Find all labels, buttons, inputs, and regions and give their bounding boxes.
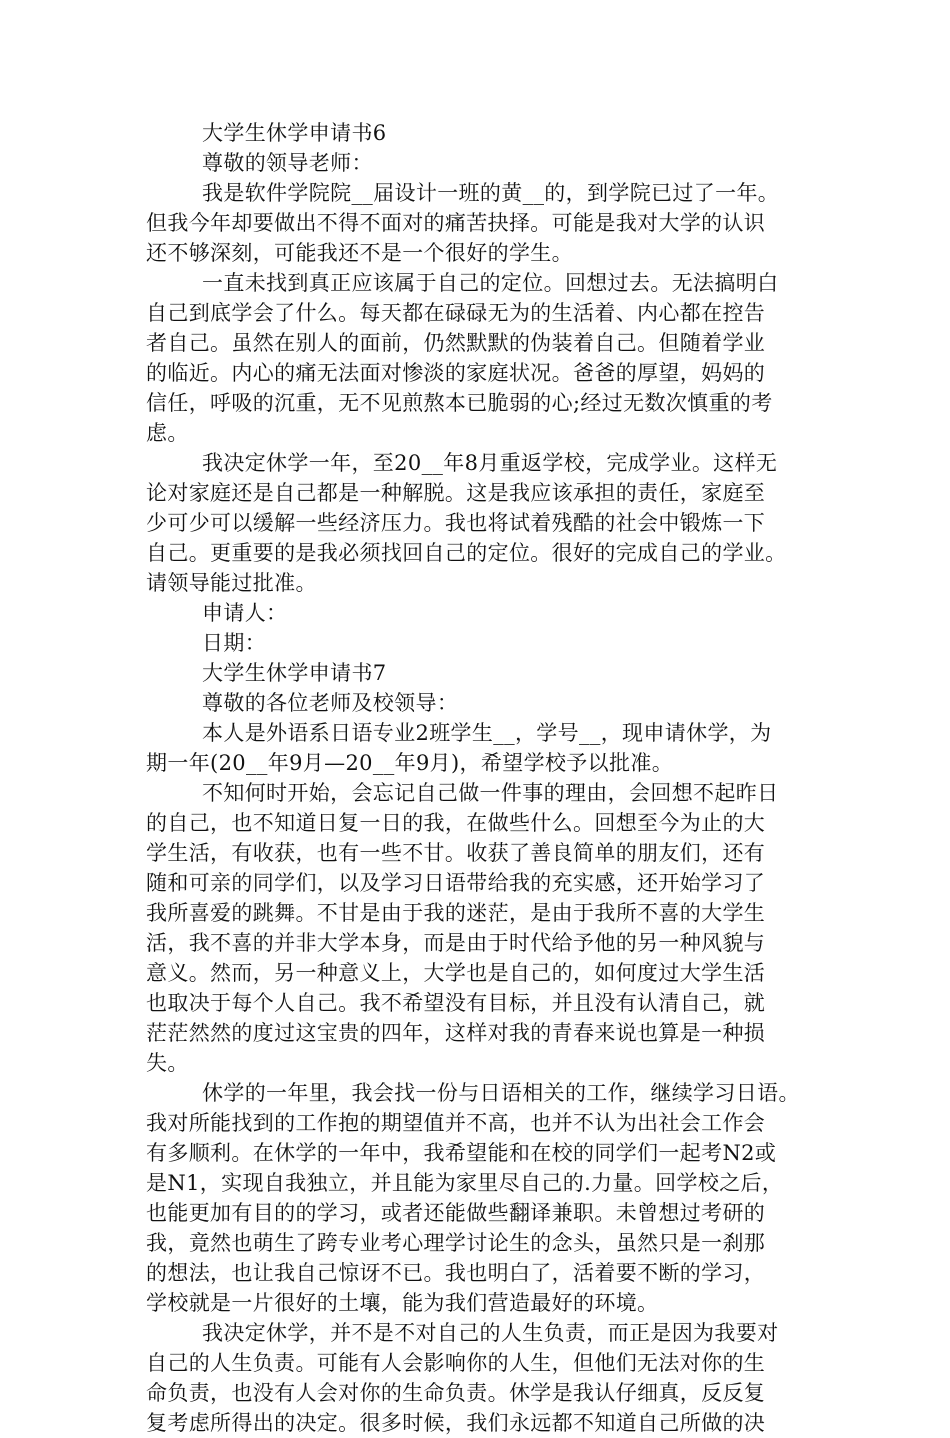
text-line: 学生活，有收获，也有一些不甘。收获了善良简单的朋友们，还有	[146, 841, 766, 865]
text-line: 意义。然而，另一种意义上，大学也是自己的，如何度过大学生活	[146, 961, 766, 985]
text-line: 还不够深刻，可能我还不是一个很好的学生。	[146, 241, 573, 265]
text-line: 大学生休学申请书7	[202, 661, 387, 685]
text-line: 一直未找到真正应该属于自己的定位。回想过去。无法搞明白	[202, 271, 779, 295]
text-line: 休学的一年里，我会找一份与日语相关的工作，继续学习日语。	[202, 1081, 800, 1105]
text-line: 也取决于每个人自己。我不希望没有目标，并且没有认清自己，就	[146, 991, 766, 1015]
text-line: 不知何时开始，会忘记自己做一件事的理由，会回想不起昨日	[202, 781, 779, 805]
text-line: 我是软件学院院__届设计一班的黄__的，到学院已过了一年。	[202, 181, 780, 205]
text-line: 申请人：	[202, 601, 288, 625]
text-line: 自己。更重要的是我必须找回自己的定位。很好的完成自己的学业。	[146, 541, 787, 565]
text-line: 有多顺利。在休学的一年中，我希望能和在校的同学们一起考N2或	[146, 1141, 777, 1165]
text-line: 我，竟然也萌生了跨专业考心理学讨论生的念头，虽然只是一刹那	[146, 1231, 766, 1255]
text-line: 复考虑所得出的决定。很多时候，我们永远都不知道自己所做的决	[146, 1411, 766, 1435]
text-line: 我决定休学，并不是不对自己的人生负责，而正是因为我要对	[202, 1321, 779, 1345]
text-line: 尊敬的各位老师及校领导：	[202, 691, 459, 715]
text-line: 我决定休学一年，至20__年8月重返学校，完成学业。这样无	[202, 451, 778, 475]
text-line: 学校就是一片很好的土壤，能为我们营造最好的环境。	[146, 1291, 659, 1315]
text-line: 的想法，也让我自己惊讶不已。我也明白了，活着要不断的学习，	[146, 1261, 766, 1285]
text-line: 茫茫然然的度过这宝贵的四年，这样对我的青春来说也算是一种损	[146, 1021, 766, 1045]
text-line: 自己到底学会了什么。每天都在碌碌无为的生活着、内心都在控告	[146, 301, 766, 325]
text-line: 我所喜爱的跳舞。不甘是由于我的迷茫，是由于我所不喜的大学生	[146, 901, 766, 925]
text-line: 信任，呼吸的沉重，无不见煎熬本已脆弱的心;经过无数次慎重的考	[146, 391, 773, 415]
text-line: 活，我不喜的并非大学本身，而是由于时代给予他的另一种风貌与	[146, 931, 766, 955]
text-line: 尊敬的领导老师：	[202, 151, 373, 175]
text-line: 期一年(20__年9月—20__年9月)，希望学校予以批准。	[146, 751, 674, 775]
text-line: 论对家庭还是自己都是一种解脱。这是我应该承担的责任，家庭至	[146, 481, 766, 505]
text-line: 本人是外语系日语专业2班学生__，学号__，现申请休学，为	[202, 721, 772, 745]
text-line: 请领导能过批准。	[146, 571, 317, 595]
text-line: 我对所能找到的工作抱的期望值并不高，也并不认为出社会工作会	[146, 1111, 766, 1135]
text-line: 是N1，实现自我独立，并且能为家里尽自己的.力量。回学校之后，	[146, 1171, 784, 1195]
text-line: 随和可亲的同学们，以及学习日语带给我的充实感，还开始学习了	[146, 871, 766, 895]
text-line: 也能更加有目的的学习，或者还能做些翻译兼职。未曾想过考研的	[146, 1201, 766, 1225]
text-line: 命负责，也没有人会对你的生命负责。休学是我认仔细真，反反复	[146, 1381, 766, 1405]
text-line: 者自己。虽然在别人的面前，仍然默默的伪装着自己。但随着学业	[146, 331, 766, 355]
text-line: 日期：	[202, 631, 267, 655]
text-line: 的自己，也不知道日复一日的我，在做些什么。回想至今为止的大	[146, 811, 766, 835]
text-line: 的临近。内心的痛无法面对惨淡的家庭状况。爸爸的厚望，妈妈的	[146, 361, 766, 385]
document-body	[146, 118, 826, 1438]
text-line: 但我今年却要做出不得不面对的痛苦抉择。可能是我对大学的认识	[146, 211, 766, 235]
text-line: 大学生休学申请书6	[202, 121, 387, 145]
text-line: 自己的人生负责。可能有人会影响你的人生，但他们无法对你的生	[146, 1351, 766, 1375]
text-line: 失。	[146, 1051, 189, 1075]
text-line: 虑。	[146, 421, 189, 445]
text-line: 少可少可以缓解一些经济压力。我也将试着残酷的社会中锻炼一下	[146, 511, 766, 535]
